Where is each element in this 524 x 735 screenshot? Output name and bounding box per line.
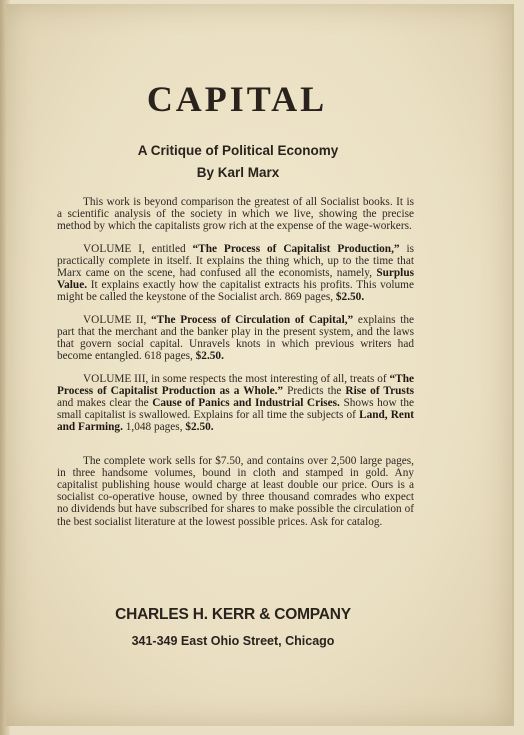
description-body	[57, 196, 414, 538]
volume-two-text: VOLUME II,	[83, 313, 152, 326]
publisher-address: 341-349 East Ohio Street, Chicago	[131, 634, 335, 648]
land-rent-farming-term: Land, Rent and Farming.	[57, 408, 414, 433]
volume-one-price: $2.50.	[335, 291, 365, 304]
publisher-name: CHARLES H. KERR & COMPANY	[115, 606, 351, 623]
page-title: CAPITAL	[146, 79, 328, 119]
volume-one-title: “The Process of Capitalist Production,”	[192, 242, 400, 255]
volume-one-text: is practically complete in itself. It explains the thing which, up to the time that Marx came on the scene, had confused all the economists, namely,	[57, 242, 415, 279]
closing-paragraph: The complete work sells for $7.50, and contains over 2,500 large pages, in three handsome volumes, bound in cloth and stamped in gold. Any capitalist publishing house would charge at least double our price. Ours is a socialist co-operative house, owned by three thousand comrades who expect no dividends but have subscribed for shares to make possible the circulation of the best socialist literature at the lowest possible prices. Ask for catalog.	[57, 455, 414, 528]
volume-two-text: explains the part that the merchant and the banker play in the present system, and the laws that govern social capital. Unravels knots in which previous writers had become entangled. 618 pages,	[57, 313, 414, 363]
volume-two-paragraph	[57, 314, 414, 362]
volume-one-text: It explains exactly how the capitalist extracts his profits. This volume might be called the keystone of the Socialist arch. 869 pages,	[57, 279, 414, 304]
volume-three-paragraph	[57, 373, 414, 433]
volume-three-title: “The Process of Capitalist Production as a Whole.”	[57, 372, 414, 397]
volume-one-text: VOLUME I, entitled	[83, 242, 193, 255]
intro-paragraph: This work is beyond comparison the greatest of all Socialist books. It is a scientific analysis of the society in which we live, showing the precise method by which the capitalists grow rich at the expense of the wage-workers.	[57, 196, 414, 233]
volume-three-text: Predicts the	[283, 384, 346, 397]
volume-three-text: 1,048 pages,	[122, 421, 186, 433]
author-line: By Karl Marx	[196, 165, 280, 180]
volume-three-text: VOLUME III, in some respects the most interesting of all, treats of	[83, 372, 390, 385]
volume-two-price: $2.50.	[195, 350, 224, 363]
volume-one-paragraph	[57, 243, 414, 303]
volume-two-title: “The Process of Circulation of Capital,”	[151, 313, 354, 326]
volume-three-text: and makes clear the	[57, 396, 153, 409]
cause-of-panics-term: Cause of Panics and Industrial Crises.	[152, 396, 340, 409]
volume-three-price: $2.50.	[185, 421, 214, 433]
surplus-value-term: Surplus Value.	[57, 266, 414, 292]
page-subtitle: A Critique of Political Economy	[137, 143, 339, 158]
volume-three-text: Shows how the small capitalist is swallowed. Explains for all time the subjects of	[57, 396, 414, 421]
rise-of-trusts-term: Rise of Trusts	[345, 384, 414, 397]
